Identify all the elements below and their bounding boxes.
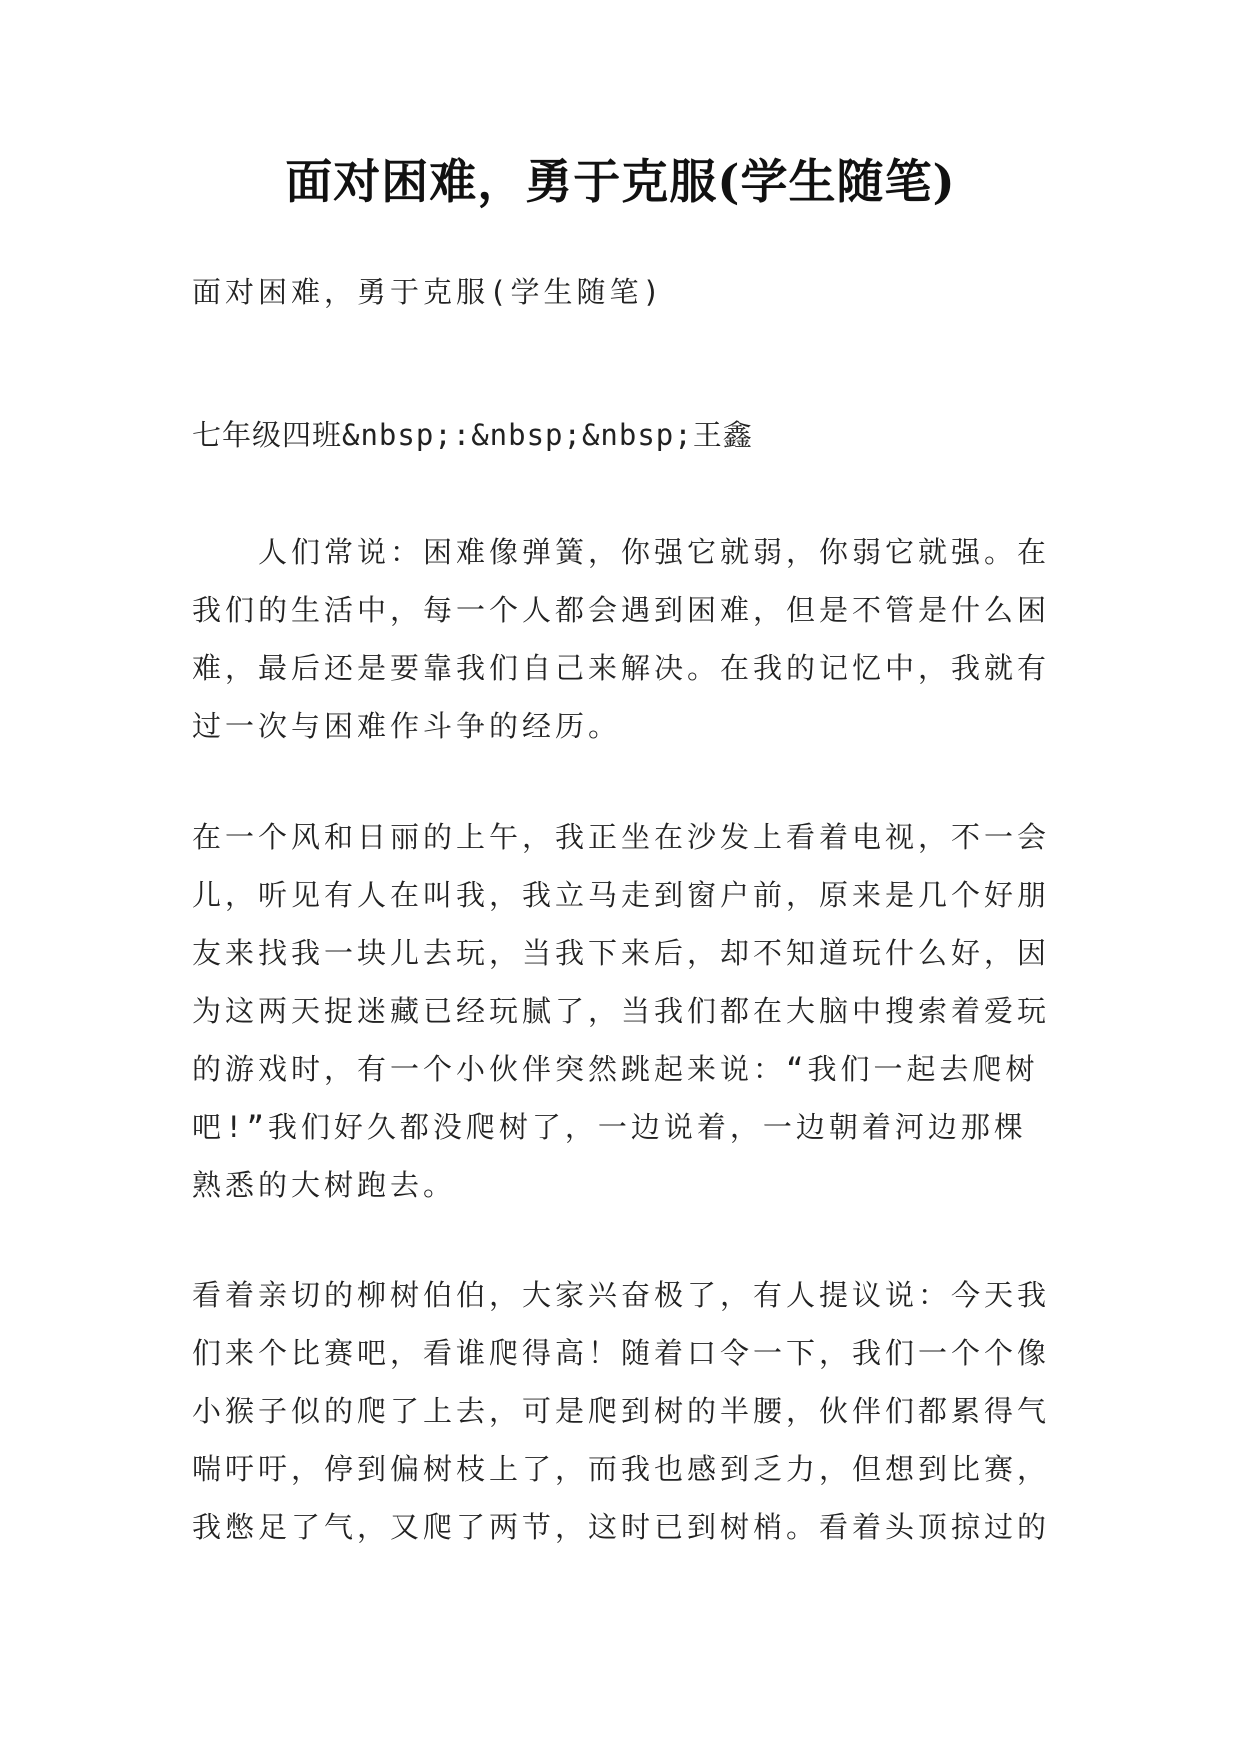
paragraph-1: 人们常说：困难像弹簧，你强它就弱，你弱它就强。在我们的生活中，每一个人都会遇到困难，但是不管是什么困难，最后还是要靠我们自己来解决。在我的记忆中，我就有过一次与困难作斗争的经历。 xyxy=(192,535,1051,743)
document-subtitle: 面对困难，勇于克服(学生随笔) xyxy=(192,275,664,309)
paragraph-2: 在一个风和日丽的上午，我正坐在沙发上看着电视，不一会儿，听见有人在叫我，我立马走到窗户前，原来是几个好朋友来找我一块儿去玩，当我下来后，却不知道玩什么好，因为这两天捉迷藏已经玩腻了，当我们都在大脑中搜索着爱玩的游戏时，有一个小伙伴突然跳起来说：“我们一起去爬树吧!”我们好久都没爬树了，一边说着，一边朝着河边那棵熟悉的大树跑去。 xyxy=(192,820,1051,1202)
document-title: 面对困难，勇于克服(学生随笔) xyxy=(285,155,956,210)
paragraph-3: 看着亲切的柳树伯伯，大家兴奋极了，有人提议说：今天我们来个比赛吧，看谁爬得高！随着口令一下，我们一个个像小猴子似的爬了上去，可是爬到树的半腰，伙伴们都累得气喘吁吁，停到偏树枝上了，而我也感到乏力，但想到比赛，我憋足了气，又爬了两节，这时已到树梢。看着头顶掠过的 xyxy=(192,1278,1051,1544)
author-line: 七年级四班&nbsp;:&nbsp;&nbsp;王鑫 xyxy=(192,418,753,452)
